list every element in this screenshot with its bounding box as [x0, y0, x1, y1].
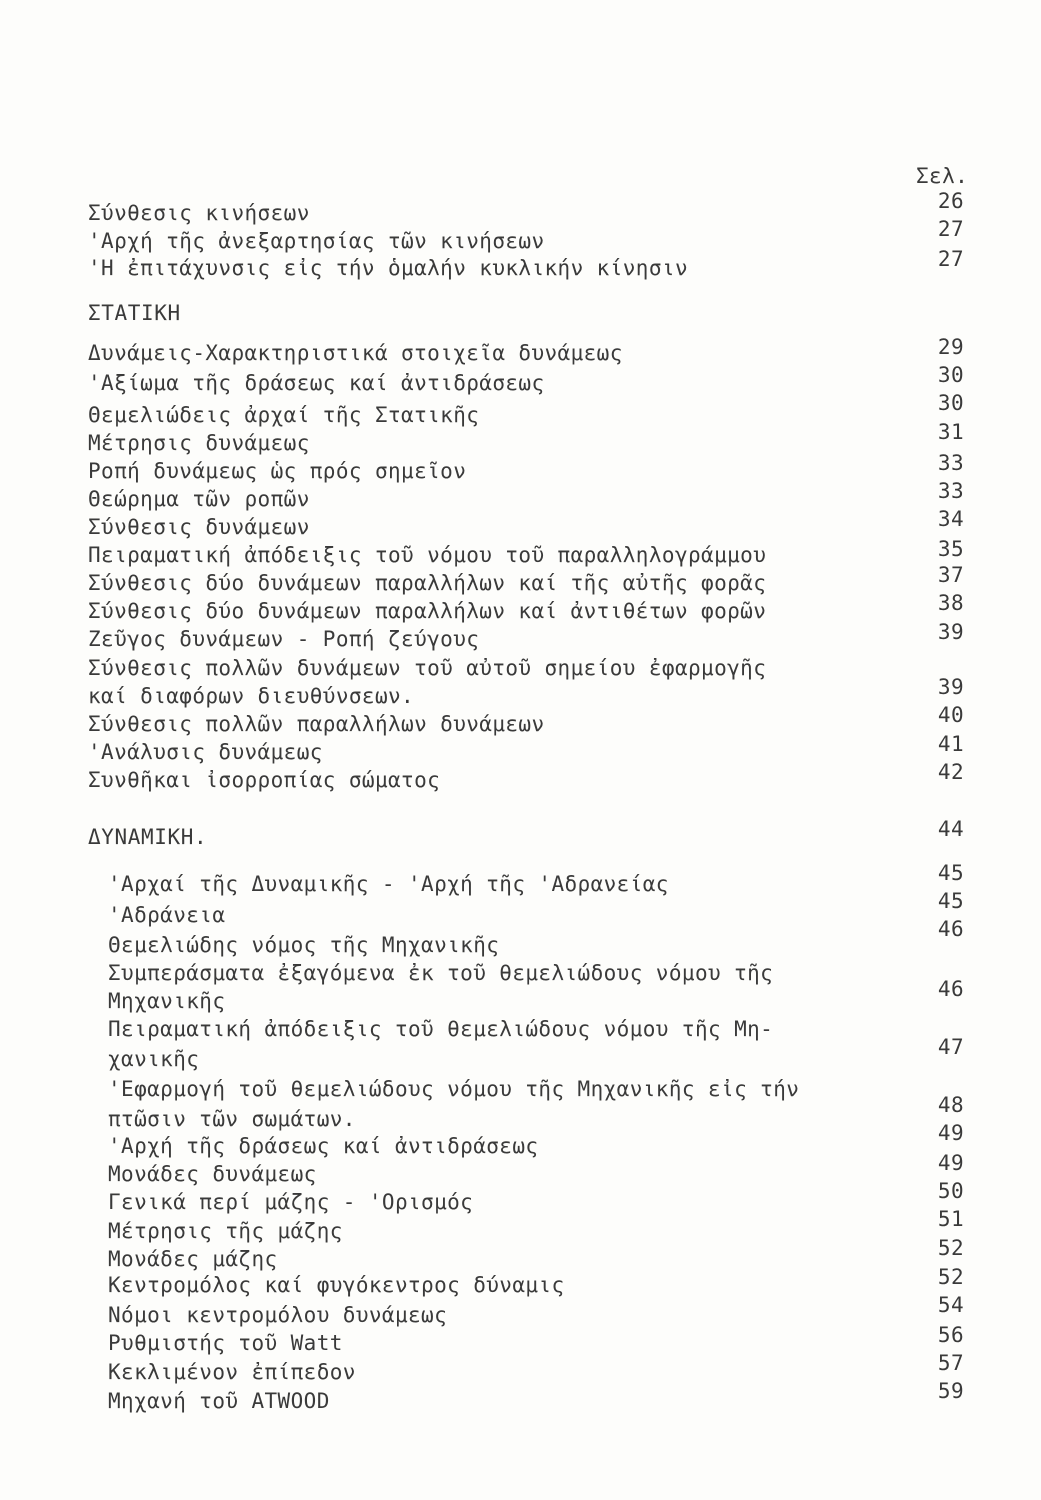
toc-entry-text: 'Αρχή τῆς ἀνεξαρτησίας τῶν κινήσεων [88, 229, 545, 253]
toc-entry-text: Κεκλιμένον ἐπίπεδον [108, 1360, 356, 1384]
toc-entry-page: 40 [937, 703, 964, 727]
toc-entry-text: πτῶσιν τῶν σωμάτων. [108, 1107, 356, 1131]
toc-entry-text: Κεντρομόλος καί φυγόκεντρος δύναμις [108, 1273, 565, 1297]
toc-entry-text: 'Αρχή τῆς δράσεως καί ἀντιδράσεως [108, 1134, 539, 1158]
toc-entry-page: 39 [937, 620, 964, 644]
toc-entry-page: 48 [937, 1093, 964, 1117]
toc-entry-page: 42 [937, 760, 964, 784]
toc-entry-page: 38 [937, 591, 964, 615]
toc-entry-text: Σύνθεσις πολλῶν δυνάμεων τοῦ αὐτοῦ σημείου ἐφαρμογῆς [88, 656, 767, 680]
toc-entry-text: Ροπή δυνάμεως ὡς πρός σημεῖον [88, 459, 467, 483]
toc-entry-page: 26 [937, 189, 964, 213]
page-column-header: Σελ. [916, 164, 969, 188]
toc-entry-text: Ρυθμιστής τοῦ Watt [108, 1331, 343, 1355]
toc-entry-page: 52 [937, 1236, 964, 1260]
toc-entry-text: 'Εφαρμογή τοῦ θεμελιώδους νόμου τῆς Μηχανικῆς εἰς τήν [108, 1077, 800, 1101]
toc-entry-page: 41 [937, 732, 964, 756]
toc-entry-text: Συμπεράσματα ἐξαγόμενα ἐκ τοῦ θεμελιώδους νόμου τῆς [108, 961, 774, 985]
toc-entry-text: Μέτρησις δυνάμεως [88, 431, 310, 455]
toc-entry-page: 51 [937, 1207, 964, 1231]
toc-entry-page: 31 [937, 420, 964, 444]
toc-entry-page: 45 [937, 861, 964, 885]
toc-entry-page: 56 [937, 1323, 964, 1347]
toc-entry-page: 44 [937, 817, 964, 841]
toc-entry-text: Μονάδες μάζης [108, 1247, 278, 1271]
toc-entry-text: χανικῆς [108, 1047, 200, 1071]
toc-entry-page: 46 [937, 917, 964, 941]
toc-entry-text: Ζεῦγος δυνάμεων - Ροπή ζεύγους [88, 627, 480, 651]
toc-entry-page: 47 [937, 1035, 964, 1059]
toc-entry-text: Σύνθεσις δύο δυνάμεων παραλλήλων καί τῆς αὐτῆς φορᾶς [88, 571, 767, 595]
section-heading-dynamics: ΔΥΝΑΜΙΚΗ. [88, 825, 208, 849]
toc-entry-page: 33 [937, 479, 964, 503]
toc-entry-text: Γενικά περί μάζης - 'Ορισμός [108, 1190, 474, 1214]
toc-entry-page: 50 [937, 1179, 964, 1203]
toc-entry-page: 29 [937, 335, 964, 359]
toc-entry-text: Νόμοι κεντρομόλου δυνάμεως [108, 1303, 448, 1327]
toc-entry-page: 27 [937, 247, 964, 271]
toc-entry-page: 45 [937, 889, 964, 913]
toc-entry-text: Δυνάμεις-Χαρακτηριστικά στοιχεῖα δυνάμεως [88, 341, 623, 365]
toc-entry-text: Πειραματική ἀπόδειξις τοῦ θεμελιώδους νόμου τῆς Μη- [108, 1017, 774, 1041]
toc-entry-text: Σύνθεσις δύο δυνάμεων παραλλήλων καί ἀντιθέτων φορῶν [88, 599, 767, 623]
toc-entry-text: Σύνθεσις κινήσεων [88, 201, 310, 225]
toc-entry-text: Συνθῆκαι ἰσορροπίας σώματος [88, 768, 441, 792]
toc-entry-page: 49 [937, 1121, 964, 1145]
toc-entry-text: Σύνθεσις δυνάμεων [88, 515, 310, 539]
toc-entry-text: Θεμελιώδης νόμος τῆς Μηχανικῆς [108, 933, 500, 957]
toc-entry-text: 'Αδράνεια [108, 903, 226, 927]
toc-entry-page: 54 [937, 1293, 964, 1317]
toc-entry-page: 33 [937, 451, 964, 475]
toc-entry-text: καί διαφόρων διευθύνσεων. [88, 684, 415, 708]
toc-entry-page: 52 [937, 1265, 964, 1289]
toc-entry-page: 59 [937, 1379, 964, 1403]
toc-entry-text: Μονάδες δυνάμεως [108, 1162, 317, 1186]
toc-entry-page: 30 [937, 391, 964, 415]
toc-entry-text: Πειραματική ἀπόδειξις τοῦ νόμου τοῦ παραλληλογράμμου [88, 543, 767, 567]
toc-entry-page: 37 [937, 563, 964, 587]
section-heading-statics: ΣΤΑΤΙΚΗ [88, 301, 181, 325]
toc-entry-page: 39 [937, 675, 964, 699]
toc-entry-text: Μηχανή τοῦ ATWOOD [108, 1389, 330, 1413]
toc-entry-text: Θεώρημα τῶν ροπῶν [88, 487, 310, 511]
toc-entry-text: Θεμελιώδεις ἀρχαί τῆς Στατικῆς [88, 403, 480, 427]
toc-entry-text: 'Αρχαί τῆς Δυναμικῆς - 'Αρχή τῆς 'Αδρανείας [108, 872, 669, 896]
toc-entry-page: 27 [937, 217, 964, 241]
toc-entry-text: Μηχανικῆς [108, 989, 226, 1013]
toc-entry-text: Σύνθεσις πολλῶν παραλλήλων δυνάμεων [88, 712, 545, 736]
toc-entry-page: 57 [937, 1351, 964, 1375]
toc-entry-text: 'Η ἐπιτάχυνσις εἰς τήν ὁμαλήν κυκλικήν κίνησιν [88, 256, 688, 280]
toc-entry-page: 34 [937, 507, 964, 531]
toc-entry-page: 49 [937, 1151, 964, 1175]
toc-entry-text: Μέτρησις τῆς μάζης [108, 1219, 343, 1243]
toc-entry-text: 'Ανάλυσις δυνάμεως [88, 740, 323, 764]
toc-entry-page: 35 [937, 537, 964, 561]
toc-entry-page: 30 [937, 363, 964, 387]
toc-entry-page: 46 [937, 977, 964, 1001]
toc-entry-text: 'Αξίωμα τῆς δράσεως καί ἀντιδράσεως [88, 371, 545, 395]
